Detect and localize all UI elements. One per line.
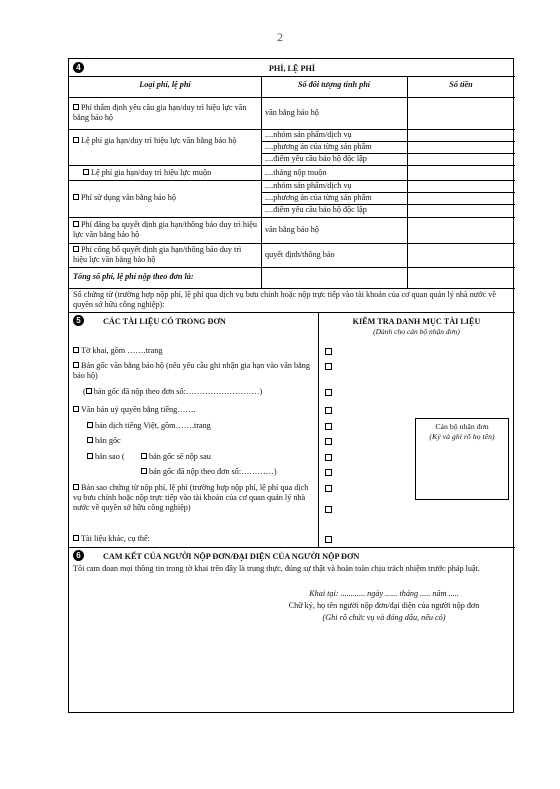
checkbox[interactable]	[73, 406, 79, 412]
checkbox[interactable]	[73, 246, 79, 252]
checkbox[interactable]	[141, 453, 147, 459]
check-box-power-of-attorney[interactable]	[325, 407, 332, 414]
check-box-other[interactable]	[325, 536, 332, 543]
fee-row-1-label: Phí thẩm định yêu cầu gia hạn/duy trì hiệu lực văn bằng bảo hộ	[73, 103, 247, 122]
checkbox[interactable]	[73, 484, 79, 490]
place-date: Khai tại: ............ ngày ...... tháng ..... năm .....	[309, 589, 459, 598]
doc-original-cert: Bản gốc văn bằng bảo hộ (nếu yêu cầu ghi nhận gia hạn vào văn bằng bảo hộ)	[73, 361, 310, 380]
check-box-fee-copy-2[interactable]	[325, 506, 332, 513]
section-4-number: 4	[73, 62, 84, 73]
fee-row-4-object-2: ....phương án của từng sản phẩm	[265, 193, 372, 202]
checkbox[interactable]	[86, 388, 92, 394]
fee-row-6-object: quyết định/thông báo	[265, 250, 335, 259]
check-box-copy-filed[interactable]	[325, 469, 332, 476]
documents-title: CÁC TÀI LIỆU CÓ TRONG ĐƠN	[103, 317, 226, 326]
doc-power-of-attorney: Văn bản uỷ quyền bằng tiếng…….	[73, 405, 313, 415]
doc-declaration: Tờ khai, gồm …….trang	[73, 346, 313, 356]
checkbox[interactable]	[73, 221, 79, 227]
commitment-title: CAM KẾT CỦA NGƯỜI NỘP ĐƠN/ĐẠI DIỆN CỦA NGƯỜI NỘP ĐƠN	[103, 552, 360, 561]
doc-original-cert-sub: ( bản gốc đã nộp theo đơn số:………………………)	[83, 387, 263, 396]
signature-label: Chữ ký, họ tên người nộp đơn/đại diện của người nộp đơn	[288, 601, 480, 610]
check-box-declaration[interactable]	[325, 348, 332, 355]
officer-subtitle: (Ký và ghi rõ họ tên)	[429, 432, 495, 441]
section-6-number: 6	[73, 550, 84, 561]
doc-original: bản gốc	[87, 436, 313, 446]
doc-fee-copy: Bản sao chứng từ nộp phí, lệ phí (trường hợp nộp phí, lệ phí qua dịch vụ bưu chính hoặc nộp trực tiếp vào tài khoản của cơ quan quản lý nhà nước về quyền sở hữu công nghiệp)	[73, 483, 309, 512]
check-box-original-cert[interactable]	[325, 363, 332, 370]
checkbox[interactable]	[73, 194, 79, 200]
checkbox[interactable]	[83, 169, 89, 175]
officer-box	[415, 418, 509, 500]
fee-row-2-object-3: ....điểm yêu cầu bảo hộ độc lập	[265, 154, 367, 163]
fee-row-6-label: Phí công bố quyết định gia hạn/thông báo duy trì hiệu lực văn bằng bảo hộ	[73, 245, 242, 264]
doc-copy: bản sao (	[87, 452, 147, 462]
fees-total-label: Tổng số phí, lệ phí nộp theo đơn là:	[73, 272, 194, 281]
fee-row-1-object: văn bằng bảo hộ	[265, 108, 319, 117]
check-box-vn-translation[interactable]	[325, 423, 332, 430]
check-box-original-cert-sub[interactable]	[325, 389, 332, 396]
fee-row-2-label: Lệ phí gia hạn/duy trì hiệu lực văn bằng bảo hộ	[73, 136, 257, 146]
receipt-note: Số chứng từ (trường hợp nộp phí, lệ phí qua dịch vụ bưu chính hoặc nộp trực tiếp vào tài khoản của cơ quan quản lý nhà nước về quyền sở hữu công nghiệp):	[73, 290, 496, 309]
officer-title: Cán bộ nhận đơn	[435, 422, 489, 431]
checkbox[interactable]	[87, 422, 93, 428]
fee-row-2-object-2: ....phương án của từng sản phẩm	[265, 142, 372, 151]
form-frame	[68, 58, 514, 713]
fee-row-4-object-3: ....điểm yêu cầu bảo hộ độc lập	[265, 205, 367, 214]
fee-row-5-label: Phí đăng bạ quyết định gia hạn/thông báo duy trì hiệu lực văn bằng bảo hộ	[73, 220, 258, 239]
fees-header-type: Loại phí, lệ phí	[139, 80, 191, 89]
checkbox[interactable]	[73, 362, 79, 368]
doc-vn-translation: bản dịch tiếng Việt, gồm…….trang	[87, 421, 313, 431]
checkbox[interactable]	[87, 437, 93, 443]
fee-row-4-label: Phí sử dụng văn bằng bảo hộ	[73, 193, 257, 203]
check-title: KIỂM TRA DANH MỤC TÀI LIỆU	[352, 317, 481, 326]
checkbox[interactable]	[73, 104, 79, 110]
checkbox[interactable]	[141, 468, 147, 474]
fee-row-2-object-1: ....nhóm sản phẩm/dịch vụ	[265, 130, 352, 139]
section-5-number: 5	[73, 315, 84, 326]
check-subtitle: (Dành cho cán bộ nhận đơn)	[373, 327, 460, 336]
check-box-original[interactable]	[325, 438, 332, 445]
doc-copy-filed: bản gốc đã nộp theo đơn số:…………)	[141, 467, 311, 477]
fees-header-objects: Số đối tượng tính phí	[297, 80, 371, 89]
fees-header-amount: Số tiền	[449, 80, 473, 89]
commitment-text: Tôi cam đoan mọi thông tin trong tờ khai trên đây là trung thực, đúng sự thật và hoàn toàn chịu trách nhiệm trước pháp luật.	[73, 564, 480, 573]
doc-other: Tài liệu khác, cụ thể:	[73, 534, 313, 544]
checkbox[interactable]	[73, 347, 79, 353]
check-box-copy-later[interactable]	[325, 454, 332, 461]
doc-copy-later: bản gốc sẽ nộp sau	[141, 452, 311, 462]
checkbox[interactable]	[73, 137, 79, 143]
page-number: 2	[277, 30, 283, 44]
fee-row-3-label: Lệ phí gia hạn/duy trì hiệu lực muộn	[83, 168, 259, 178]
fees-title: PHÍ, LỆ PHÍ	[268, 64, 316, 73]
fee-row-5-object: văn bằng bảo hộ	[265, 225, 319, 234]
check-box-fee-copy[interactable]	[325, 485, 332, 492]
checkbox[interactable]	[87, 453, 93, 459]
fee-row-3-object: ....tháng nộp muộn	[265, 168, 327, 177]
signature-note: (Ghi rõ chức vụ và đóng dấu, nếu có)	[322, 613, 446, 622]
checkbox[interactable]	[73, 535, 79, 541]
fee-row-4-object-1: ....nhóm sản phẩm/dịch vụ	[265, 181, 352, 190]
